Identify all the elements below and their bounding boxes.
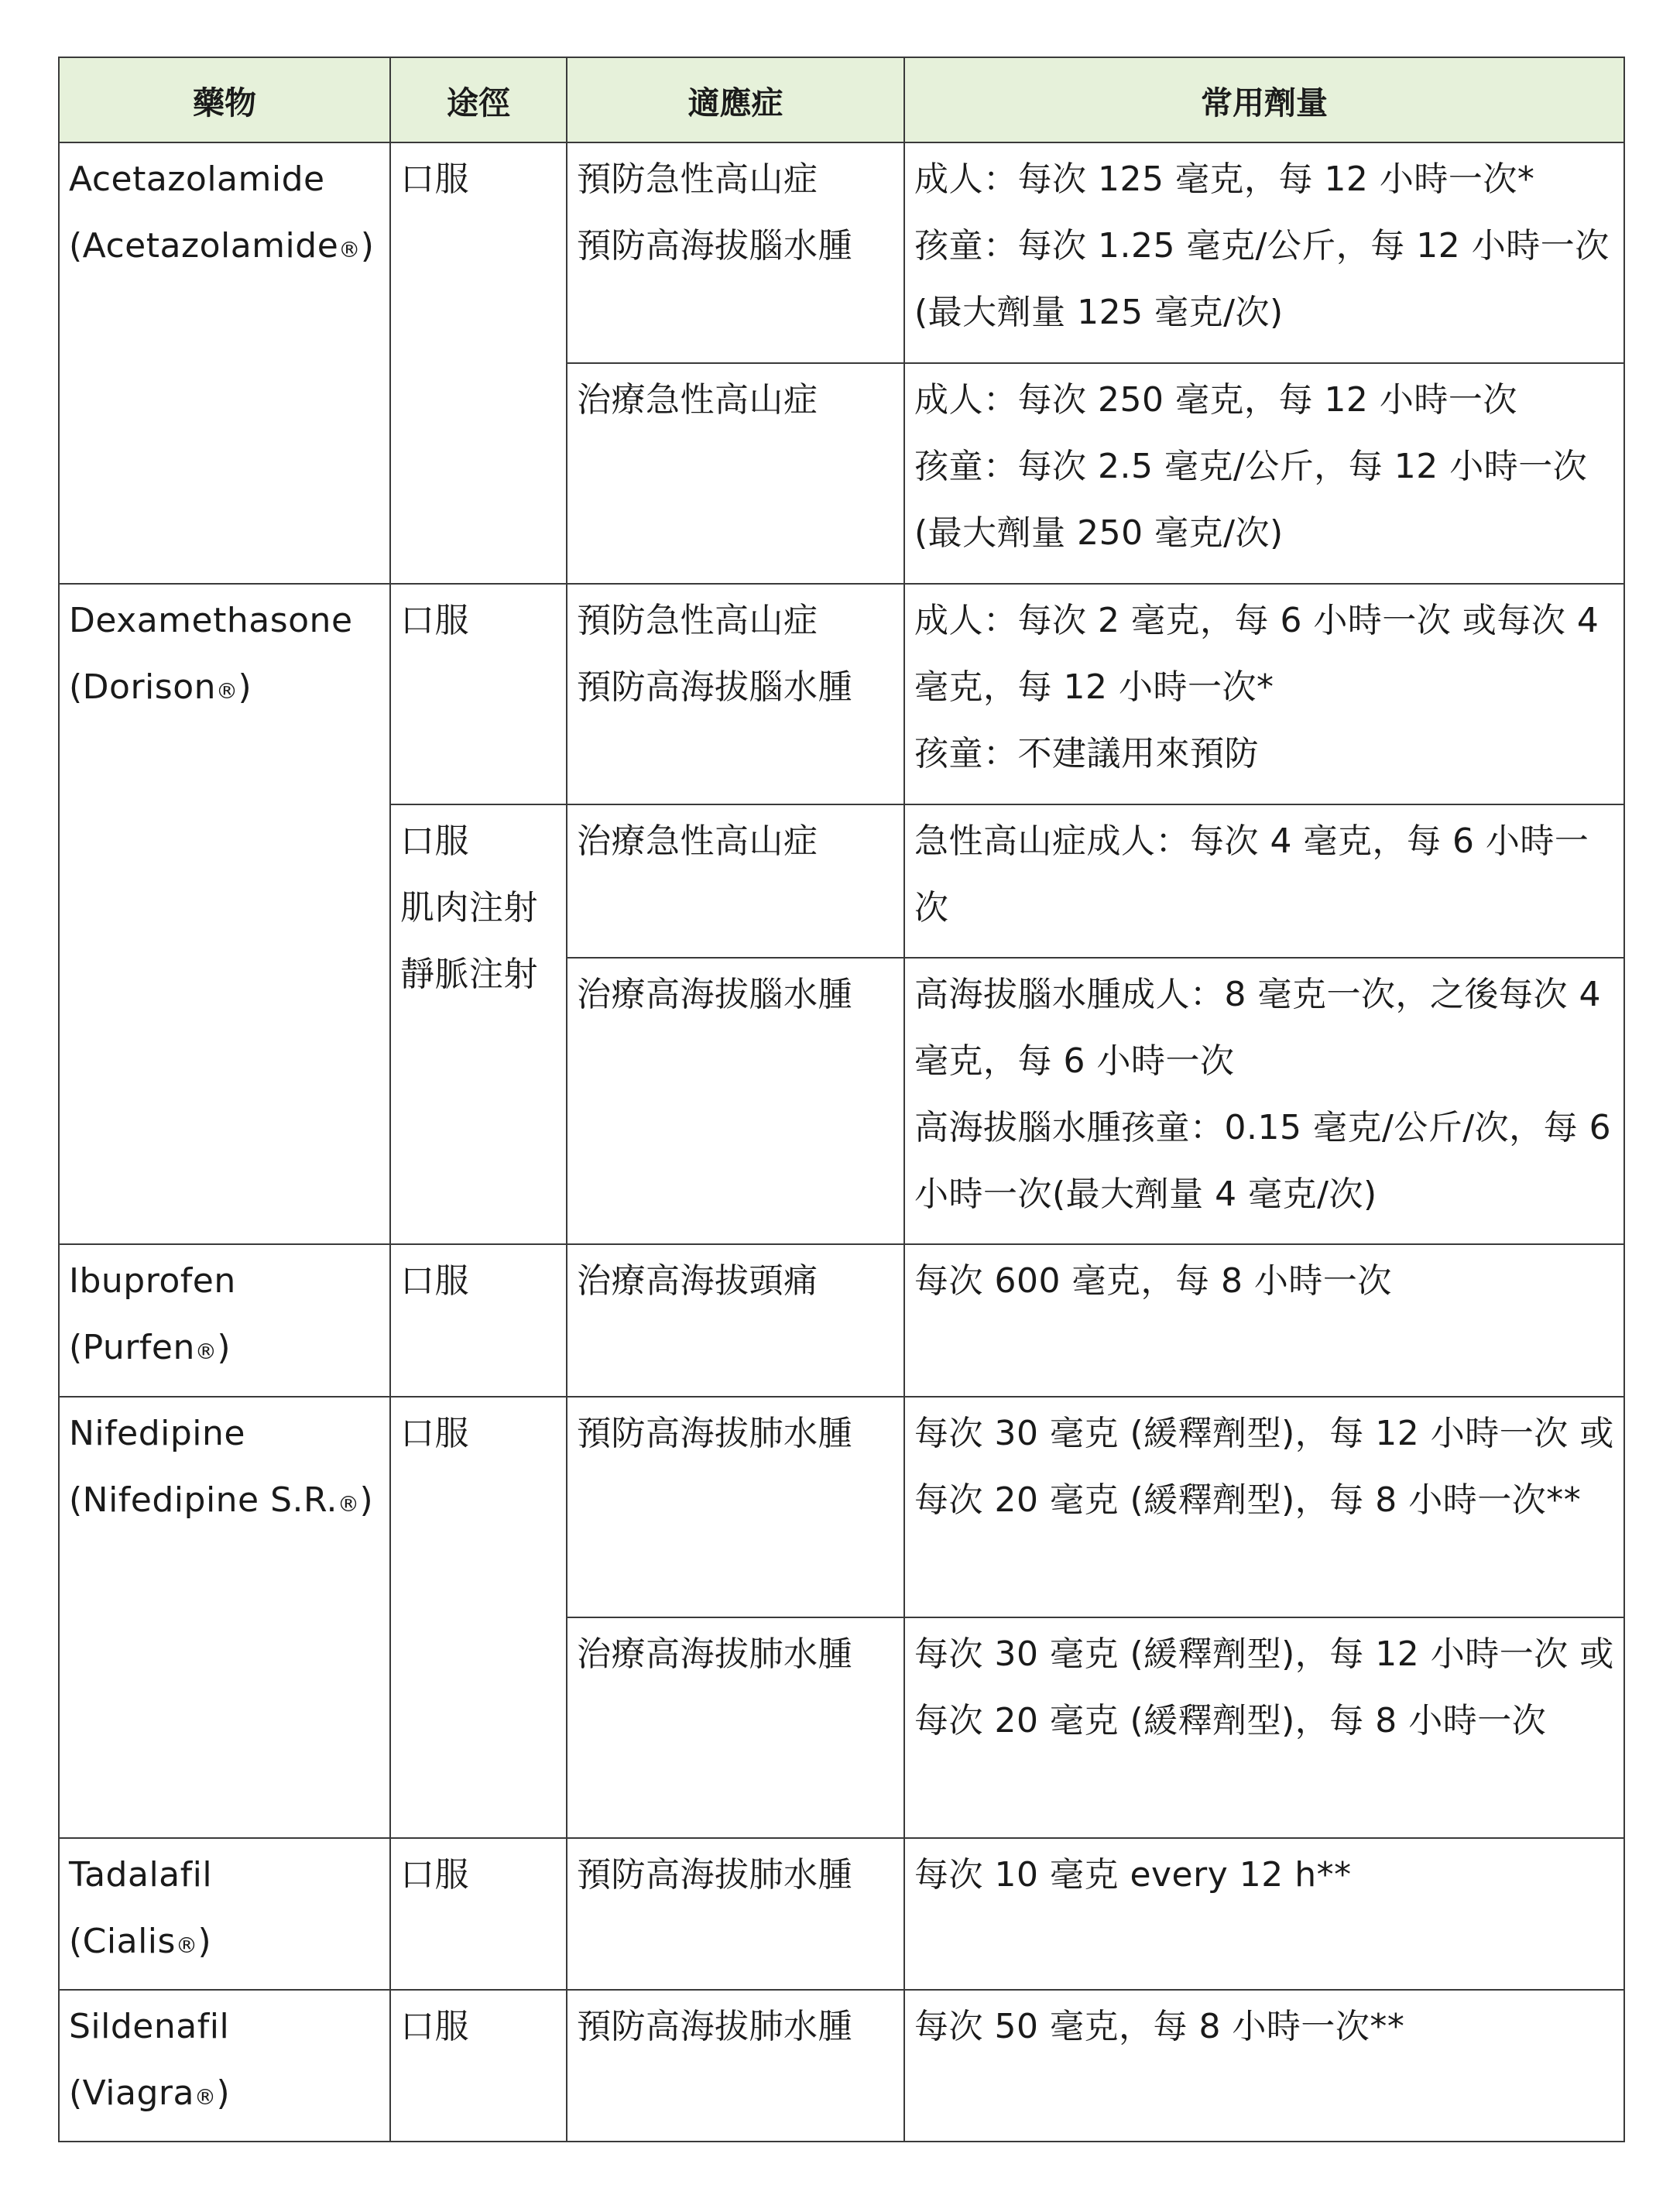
indication-text: 預防高海拔肺水腫 <box>577 1414 852 1453</box>
drug-cell-sildenafil <box>59 1990 390 2142</box>
dose-text: 每次 600 毫克，每 8 小時一次 <box>914 1261 1392 1301</box>
dose-text: 孩童：每次 2.5 毫克/公斤，每 12 小時一次(最大劑量 250 毫克/次) <box>914 447 1588 553</box>
indication-text: 預防高海拔肺水腫 <box>577 1855 852 1895</box>
drug-brand: (Purfen®) <box>69 1328 231 1367</box>
indication-cell <box>567 363 904 584</box>
indication-text: 預防高海拔腦水腫 <box>577 667 852 707</box>
dose-cell <box>904 363 1624 584</box>
drug-name: Sildenafil <box>69 2007 230 2046</box>
route-text: 肌肉注射 <box>400 888 538 928</box>
route-text: 口服 <box>400 821 469 861</box>
dose-cell <box>904 1244 1624 1397</box>
table-row <box>59 1990 1624 2142</box>
dose-text: 成人：每次 125 毫克，每 12 小時一次* <box>914 159 1535 199</box>
drug-name: Acetazolamide <box>69 159 325 199</box>
table-row <box>59 142 1624 363</box>
drug-brand: (Cialis®) <box>69 1922 212 1961</box>
indication-text: 治療急性高山症 <box>577 380 818 420</box>
drug-cell-acetazolamide <box>59 142 390 584</box>
indication-text: 預防急性高山症 <box>577 601 818 640</box>
dose-cell <box>904 958 1624 1244</box>
drug-name: Nifedipine <box>69 1414 245 1453</box>
route-text: 口服 <box>400 1855 469 1895</box>
route-text: 靜脈注射 <box>400 955 538 994</box>
indication-cell <box>567 1244 904 1397</box>
dose-text: 高海拔腦水腫孩童：0.15 毫克/公斤/次，每 6 小時一次(最大劑量 4 毫克/次) <box>914 1108 1612 1214</box>
registered-mark: ® <box>216 678 238 704</box>
dose-cell <box>904 804 1624 958</box>
drug-dosage-table <box>58 57 1625 2142</box>
table-row <box>59 1838 1624 1990</box>
indication-cell <box>567 1397 904 1617</box>
dose-cell <box>904 1617 1624 1838</box>
indication-cell <box>567 1838 904 1990</box>
route-cell <box>390 804 567 1244</box>
route-cell <box>390 1397 567 1838</box>
route-text: 口服 <box>400 601 469 640</box>
route-cell <box>390 584 567 804</box>
table-row <box>59 1244 1624 1397</box>
dose-cell <box>904 1838 1624 1990</box>
drug-name: Ibuprofen <box>69 1261 236 1301</box>
drug-cell-nifedipine <box>59 1397 390 1838</box>
registered-mark: ® <box>194 2084 217 2110</box>
drug-name: Dexamethasone <box>69 601 353 640</box>
registered-mark: ® <box>338 1491 360 1517</box>
table-header-row <box>59 57 1624 142</box>
indication-cell <box>567 958 904 1244</box>
indication-text: 預防高海拔肺水腫 <box>577 2007 852 2046</box>
dose-text: 每次 30 毫克 (緩釋劑型)，每 12 小時一次 或 每次 20 毫克 (緩釋劑型)，每 8 小時一次** <box>914 1414 1614 1520</box>
route-cell <box>390 142 567 584</box>
drug-cell-dexamethasone <box>59 584 390 1244</box>
registered-mark: ® <box>175 1933 198 1958</box>
indication-cell <box>567 1990 904 2142</box>
dose-text: 急性高山症成人：每次 4 毫克，每 6 小時一次 <box>914 821 1589 928</box>
dose-text: 成人：每次 250 毫克，每 12 小時一次 <box>914 380 1517 420</box>
dose-cell <box>904 1990 1624 2142</box>
dose-text: 孩童：不建議用來預防 <box>914 734 1259 773</box>
header-route: 途徑 <box>390 57 567 142</box>
indication-text: 預防急性高山症 <box>577 159 818 199</box>
route-cell <box>390 1990 567 2142</box>
dose-cell <box>904 584 1624 804</box>
route-text: 口服 <box>400 1414 469 1453</box>
registered-mark: ® <box>194 1339 218 1364</box>
dose-cell <box>904 142 1624 363</box>
route-text: 口服 <box>400 2007 469 2046</box>
indication-cell <box>567 1617 904 1838</box>
registered-mark: ® <box>338 237 361 262</box>
dose-text: 每次 10 毫克 every 12 h** <box>914 1855 1352 1895</box>
header-dosage: 常用劑量 <box>904 57 1624 142</box>
indication-cell <box>567 142 904 363</box>
route-cell <box>390 1244 567 1397</box>
dose-text: 高海拔腦水腫成人：8 毫克一次，之後每次 4 毫克，每 6 小時一次 <box>914 975 1601 1081</box>
indication-text: 治療高海拔肺水腫 <box>577 1634 852 1674</box>
dose-cell <box>904 1397 1624 1617</box>
dose-text: 孩童：每次 1.25 毫克/公斤，每 12 小時一次(最大劑量 125 毫克/次) <box>914 226 1610 332</box>
table-row <box>59 584 1624 804</box>
indication-text: 治療高海拔腦水腫 <box>577 975 852 1014</box>
drug-cell-tadalafil <box>59 1838 390 1990</box>
dose-text: 成人：每次 2 毫克，每 6 小時一次 或每次 4 毫克，每 12 小時一次* <box>914 601 1599 707</box>
header-indication: 適應症 <box>567 57 904 142</box>
table-row <box>59 1397 1624 1617</box>
drug-brand: (Dorison®) <box>69 667 252 707</box>
indication-cell <box>567 584 904 804</box>
drug-brand: (Nifedipine S.R.®) <box>69 1480 374 1520</box>
indication-text: 預防高海拔腦水腫 <box>577 226 852 266</box>
route-cell <box>390 1838 567 1990</box>
drug-brand: (Acetazolamide®) <box>69 226 375 266</box>
route-text: 口服 <box>400 1261 469 1301</box>
drug-name: Tadalafil <box>69 1855 213 1895</box>
dose-text: 每次 30 毫克 (緩釋劑型)，每 12 小時一次 或 每次 20 毫克 (緩釋劑型)，每 8 小時一次 <box>914 1634 1614 1740</box>
drug-brand: (Viagra®) <box>69 2073 231 2113</box>
dose-text: 每次 50 毫克，每 8 小時一次** <box>914 2007 1405 2046</box>
drug-cell-ibuprofen <box>59 1244 390 1397</box>
header-drug: 藥物 <box>59 57 390 142</box>
route-text: 口服 <box>400 159 469 199</box>
indication-text: 治療高海拔頭痛 <box>577 1261 818 1301</box>
indication-cell <box>567 804 904 958</box>
indication-text: 治療急性高山症 <box>577 821 818 861</box>
